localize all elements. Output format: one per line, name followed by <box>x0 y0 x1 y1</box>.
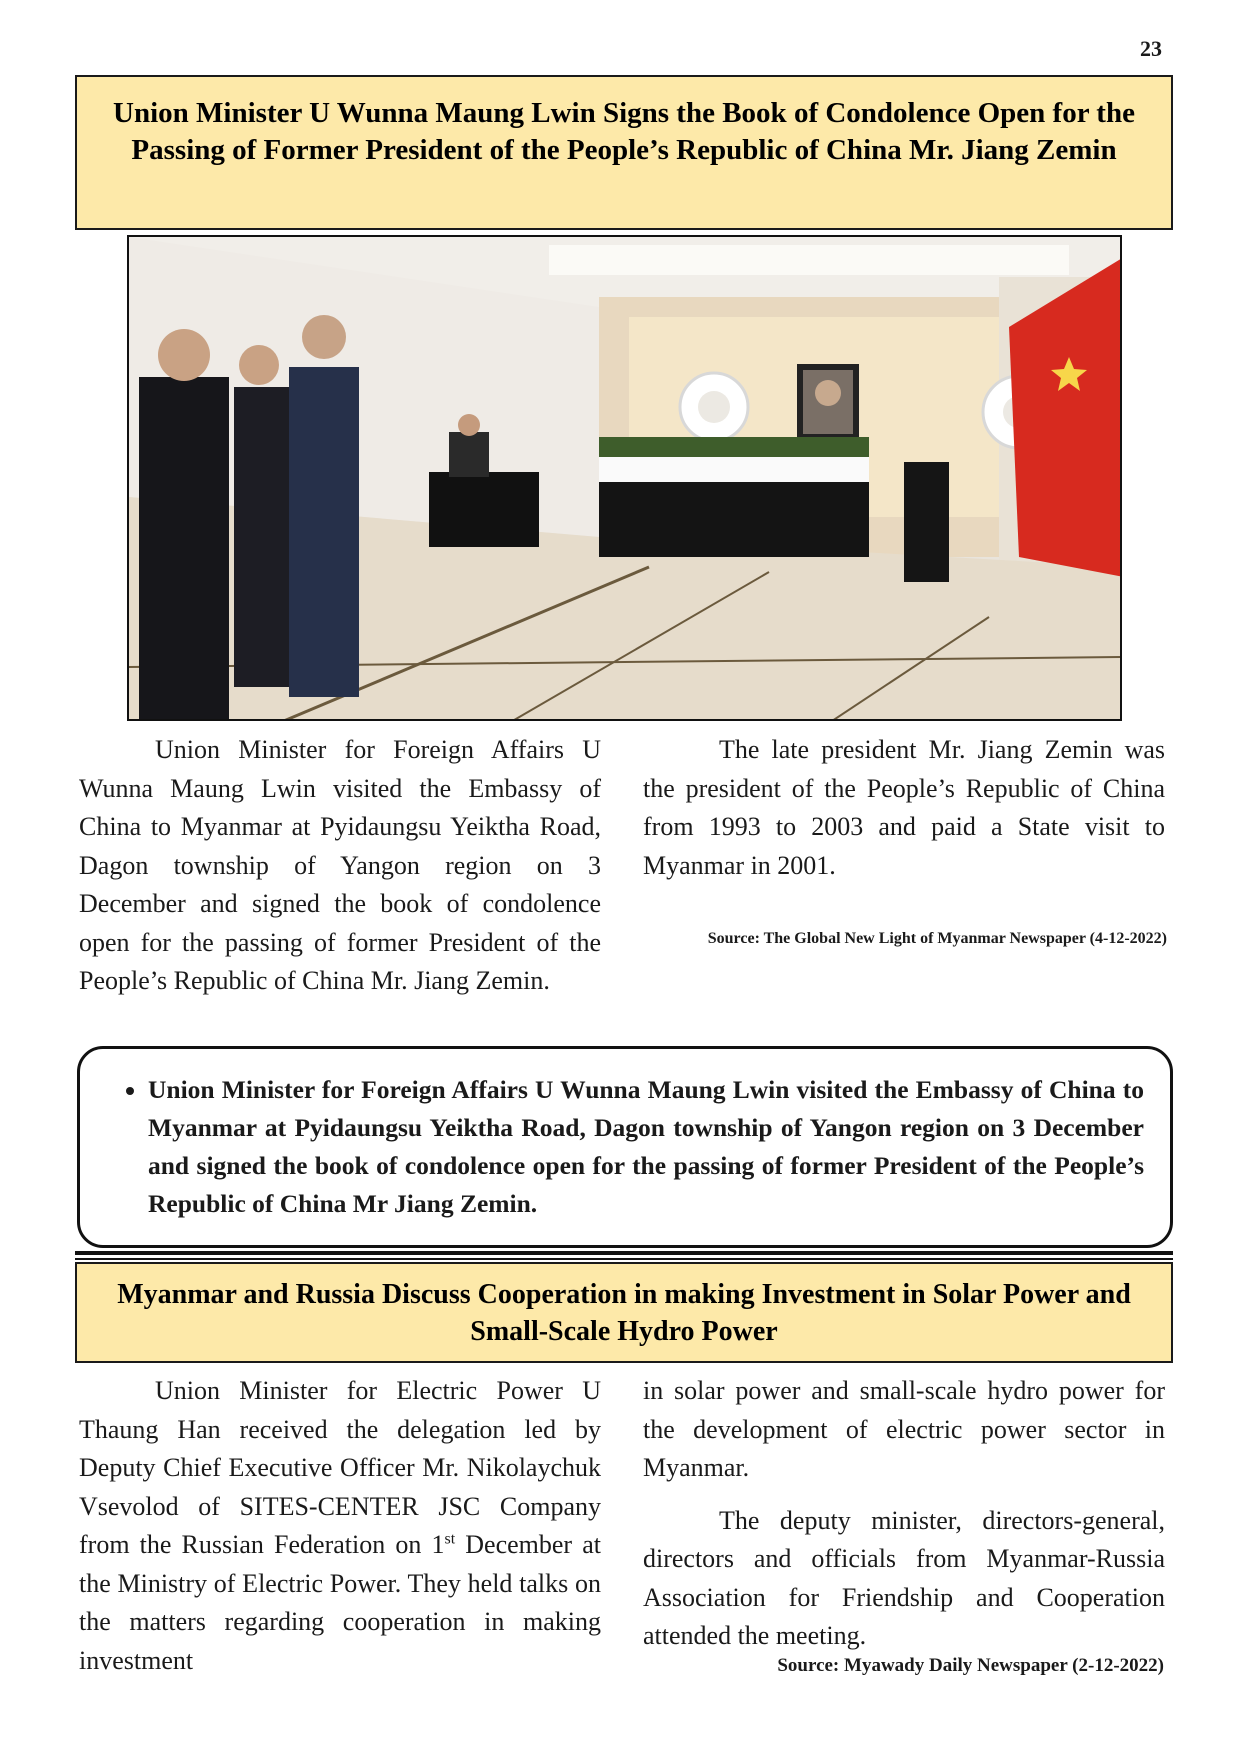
article-1-body-left <box>79 731 601 1001</box>
article-2-source: Source: Myawady Daily Newspaper (2-12-2022) <box>777 1655 1164 1676</box>
article-1-source: Source: The Global New Light of Myanmar Newspaper (4-12-2022) <box>707 930 1167 947</box>
page-number: 23 <box>1140 36 1162 61</box>
section-divider-thin <box>75 1258 1173 1260</box>
article-2-paragraph-1-part-b: December at the Ministry of Electric Power. They held talks on the matters regarding cooperation in making investment <box>79 1530 601 1675</box>
ordinal-suffix: st <box>444 1530 456 1548</box>
article-1-body-right <box>643 731 1165 885</box>
article-2-body-right <box>643 1372 1165 1656</box>
article-2-body-left <box>79 1372 601 1680</box>
summary-box <box>77 1046 1173 1248</box>
article-2-headline: Myanmar and Russia Discuss Cooperation in making Investment in Solar Power and Small-Scale Hydro Power <box>75 1262 1173 1363</box>
article-2-paragraph-2: The deputy minister, directors-general, directors and officials from Myanmar-Russia Association for Friendship and Cooperation attended the meeting. <box>643 1505 1165 1650</box>
article-1-paragraph-2: The late president Mr. Jiang Zemin was the president of the People’s Republic of China from 1993 to 2003 and paid a State visit to Myanmar in 2001. <box>643 735 1165 880</box>
article-2-paragraph-1-part-a: Union Minister for Electric Power U Thaung Han received the delegation led by Deputy Chief Executive Officer Mr. Nikolaychuk Vsevolod of SITES-CENTER JSC Company from the Russian Federation on 1 <box>79 1376 601 1559</box>
article-1-headline: Union Minister U Wunna Maung Lwin Signs the Book of Condolence Open for the Passing of Former President of the People’s Republic of China Mr. Jiang Zemin <box>75 75 1173 230</box>
summary-bullet: • Union Minister for Foreign Affairs U Wunna Maung Lwin visited the Embassy of China to Myanmar at Pyidaungsu Yeiktha Road, Dagon township of Yangon region on 3 December and signed the book of condolence open for the passing of former President of the People’s Republic of China Mr Jiang Zemin. <box>148 1071 1144 1223</box>
summary-list <box>96 1071 1144 1223</box>
article-2-paragraph-1-continued: in solar power and small-scale hydro power for the development of electric power sector in Myanmar. <box>643 1376 1165 1482</box>
article-2-paragraph-1 <box>79 1372 601 1680</box>
article-1-paragraph-1: Union Minister for Foreign Affairs U Wunna Maung Lwin visited the Embassy of China to Myanmar at Pyidaungsu Yeiktha Road, Dagon township of Yangon region on 3 December and signed the book of condolence open for the passing of former President of the People’s Republic of China Mr. Jiang Zemin. <box>79 735 601 995</box>
condolence-photo <box>127 235 1122 721</box>
section-divider-thick <box>75 1251 1173 1255</box>
